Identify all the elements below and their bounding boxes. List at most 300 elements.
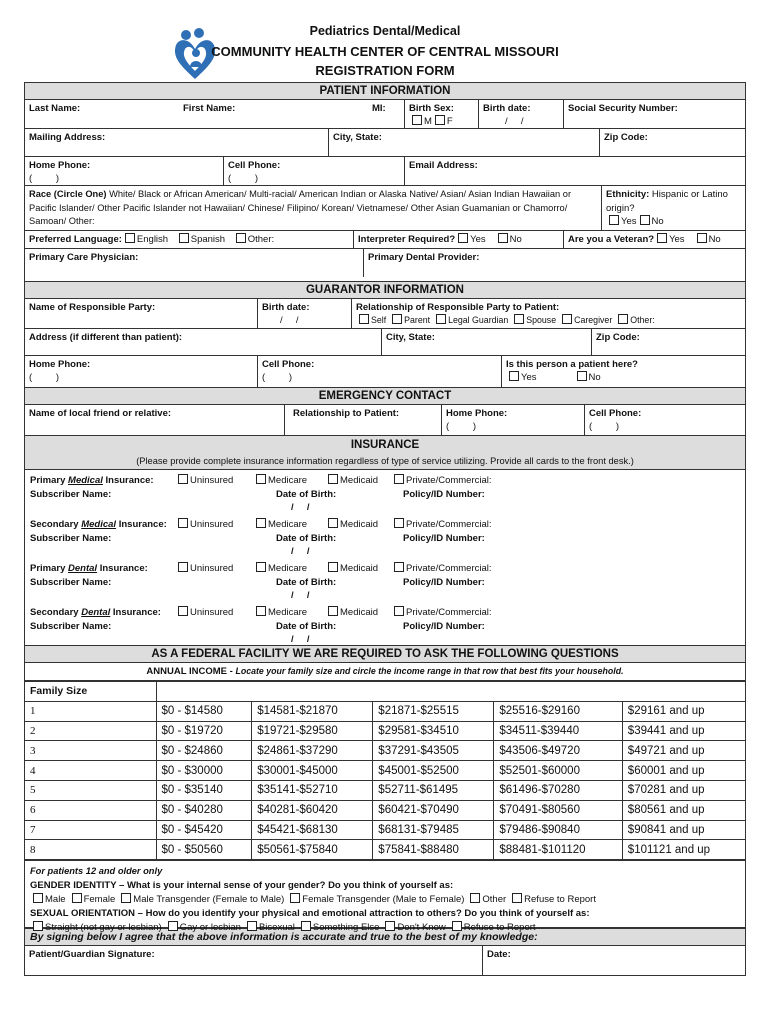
label: Secondary [30, 519, 82, 530]
private-label: Private/Commercial: [406, 475, 492, 486]
private-label: Private/Commercial: [406, 607, 492, 618]
relationship-option [615, 315, 654, 325]
date-slashes: / / [291, 546, 310, 557]
private-label: Private/Commercial: [406, 563, 492, 574]
gender-option [30, 894, 66, 905]
emergency-home-phone-field[interactable] [441, 405, 584, 435]
label: No [588, 372, 601, 383]
income-range-cell[interactable]: $60421-$70490 [373, 800, 494, 820]
responsible-party-field[interactable] [25, 299, 257, 328]
medicare-label: Medicare [268, 519, 308, 530]
label: City, State: [333, 132, 382, 143]
income-row [25, 741, 745, 761]
date-slashes: / / [280, 315, 299, 326]
birth-sex-field [404, 100, 478, 128]
label: Dental [68, 563, 98, 574]
label: Relationship to Patient: [293, 408, 400, 419]
medicare-option [253, 562, 307, 575]
last-name-field[interactable] [25, 100, 404, 128]
income-range-cell[interactable]: $19721-$29580 [252, 721, 373, 741]
date-field[interactable] [482, 946, 745, 975]
subscriber-name-label: Subscriber Name: [30, 577, 112, 588]
family-size-header: Family Size [25, 682, 156, 702]
orientation-option [382, 922, 445, 933]
gender-option [69, 894, 116, 905]
medicare-checkbox[interactable] [256, 606, 266, 616]
gender-label: Female Transgender (Male to Female) [302, 894, 465, 906]
income-range-cell[interactable]: $0 - $45420 [156, 820, 252, 840]
header-subtitle: Pediatrics Dental/Medical [309, 24, 461, 38]
uninsured-label: Uninsured [190, 563, 234, 574]
medicare-option [253, 474, 307, 487]
dental-provider-field[interactable] [363, 249, 745, 277]
uninsured-option [175, 606, 233, 619]
income-row [25, 840, 745, 860]
interpreter-no-checkbox[interactable] [498, 233, 508, 243]
guarantor-birth-date-field[interactable] [257, 299, 351, 328]
income-range-cell[interactable]: $40281-$60420 [252, 800, 373, 820]
date-of-birth-label: Date of Birth: [276, 621, 337, 632]
label: Birth Sex: [409, 103, 454, 114]
income-range-cell[interactable]: $0 - $30000 [156, 761, 252, 781]
medicare-checkbox[interactable] [256, 518, 266, 528]
race-options: White/ Black or African American/ Multi-racial/ American Indian or Alaska Native/ Asian/ Asian Indian Hawaiian or Pacific Islander/ Other Pacific Islander not Hawaiian/ Chinese/ Filipino/ Korean/ Vietnamese/ Other Asian Guamanian or Chamorro/ Samoan/ Other: [29, 189, 572, 226]
income-range-cell[interactable]: $43506-$49720 [494, 741, 622, 761]
orientation-option [30, 922, 162, 933]
gender-checkbox[interactable] [121, 893, 131, 903]
gender-checkbox[interactable] [290, 893, 300, 903]
medicare-label: Medicare [268, 607, 308, 618]
income-range-cell[interactable]: $45421-$68130 [252, 820, 373, 840]
income-range-cell[interactable]: $0 - $19720 [156, 721, 252, 741]
medicaid-checkbox[interactable] [328, 562, 338, 572]
income-range-cell[interactable]: $70281 and up [622, 780, 745, 800]
family-size-cell: 4 [25, 761, 156, 781]
label: Medical [68, 475, 103, 486]
income-range-cell[interactable]: $0 - $40280 [156, 800, 252, 820]
label: Home Phone: [29, 359, 91, 370]
income-range-cell[interactable]: $70491-$80560 [494, 800, 622, 820]
medicaid-label: Medicaid [340, 475, 379, 486]
label: Name of local friend or relative: [29, 408, 172, 419]
gender-label: Male [45, 894, 66, 906]
label: Hispanic or Latino origin? [606, 189, 728, 214]
relationship-option [433, 315, 508, 325]
uninsured-label: Uninsured [190, 519, 234, 530]
label: Other: [247, 234, 275, 245]
city-state-field[interactable] [328, 129, 599, 156]
paren: ( ) [446, 421, 477, 432]
label: Email Address: [409, 160, 478, 171]
income-range-cell[interactable]: $25516-$29160 [494, 701, 622, 721]
orientation-checkbox[interactable] [452, 921, 462, 931]
orientation-label: Something Else [312, 922, 380, 934]
policy-id-label: Policy/ID Number: [403, 621, 485, 632]
subscriber-name-label: Subscriber Name: [30, 533, 112, 544]
label: Birth date: [483, 103, 531, 114]
subscriber-name-label: Subscriber Name: [30, 489, 112, 500]
label: M [424, 116, 432, 127]
income-range-cell[interactable]: $68131-$79485 [373, 820, 494, 840]
income-range-cell[interactable]: $14581-$21870 [252, 701, 373, 721]
insurance-group [25, 518, 745, 562]
subscriber-name-label: Subscriber Name: [30, 621, 112, 632]
date-slashes: / / [291, 634, 310, 645]
gender-label: Male Transgender (Female to Male) [133, 894, 285, 906]
header-blank [156, 682, 745, 702]
label: Insurance: [110, 607, 161, 618]
relationship-field [351, 299, 745, 328]
income-range-cell[interactable]: $50561-$75840 [252, 840, 373, 860]
orientation-label: Bisexual [258, 922, 295, 934]
label: Ethnicity: [606, 189, 650, 200]
income-row [25, 721, 745, 741]
income-range-cell[interactable]: $29161 and up [622, 701, 745, 721]
uninsured-checkbox[interactable] [178, 606, 188, 616]
identity-section [25, 860, 745, 934]
orientation-checkbox[interactable] [301, 921, 311, 931]
family-size-cell: 2 [25, 721, 156, 741]
guarantor-zip-field[interactable] [591, 329, 745, 355]
private-checkbox[interactable] [394, 518, 404, 528]
age-note: For patients 12 and older only [30, 866, 163, 877]
income-range-cell[interactable]: $0 - $50560 [156, 840, 252, 860]
relationship-label: Parent [404, 315, 431, 325]
uninsured-option [175, 518, 233, 531]
relationship-label: Other: [630, 315, 655, 325]
income-row [25, 701, 745, 721]
insurance-type-label [30, 562, 148, 575]
relationship-option [356, 315, 386, 325]
ethnicity-no-checkbox[interactable] [640, 215, 650, 225]
insurance-group [25, 474, 745, 518]
relationship-option [559, 315, 612, 325]
gender-checkbox[interactable] [72, 893, 82, 903]
section-emergency-contact: EMERGENCY CONTACT [25, 387, 745, 405]
male-checkbox[interactable] [412, 115, 422, 125]
label: Cell Phone: [228, 160, 281, 171]
relationship-label: Self [371, 315, 387, 325]
is-patient-yes-checkbox[interactable] [509, 371, 519, 381]
relationship-checkbox[interactable] [392, 314, 402, 324]
email-field[interactable] [404, 157, 745, 185]
medicaid-checkbox[interactable] [328, 474, 338, 484]
label: Primary [30, 563, 69, 574]
uninsured-label: Uninsured [190, 475, 234, 486]
medicaid-checkbox[interactable] [328, 518, 338, 528]
private-option [391, 474, 492, 487]
veteran-yes-checkbox[interactable] [657, 233, 667, 243]
label: Last Name: [29, 103, 81, 114]
label: Insurance: [116, 519, 167, 530]
income-range-cell[interactable]: $52711-$61495 [373, 780, 494, 800]
income-range-cell[interactable]: $88481-$101120 [494, 840, 622, 860]
income-range-cell[interactable]: $49721 and up [622, 741, 745, 761]
date-of-birth-label: Date of Birth: [276, 489, 337, 500]
signature-field[interactable] [25, 946, 482, 975]
label: City, State: [386, 332, 435, 343]
relationship-checkbox[interactable] [359, 314, 369, 324]
guarantor-city-state-field[interactable] [381, 329, 591, 355]
label: No [651, 216, 664, 227]
uninsured-checkbox[interactable] [178, 562, 188, 572]
gender-option [287, 894, 464, 905]
paren: ( ) [228, 173, 259, 184]
label: Is this person a patient here? [506, 359, 638, 370]
income-range-cell[interactable]: $61496-$70280 [494, 780, 622, 800]
label: Cell Phone: [262, 359, 315, 370]
race-field[interactable] [25, 186, 601, 230]
medicaid-option [325, 474, 378, 487]
gender-option [467, 894, 506, 905]
date-of-birth-label: Date of Birth: [276, 577, 337, 588]
income-range-cell[interactable]: $39441 and up [622, 721, 745, 741]
uninsured-option [175, 562, 233, 575]
medicare-checkbox[interactable] [256, 562, 266, 572]
orientation-checkbox[interactable] [168, 921, 178, 931]
gender-label: Female [83, 894, 116, 906]
gender-label: Other [482, 894, 507, 906]
cell-phone-field[interactable] [223, 157, 404, 185]
medicare-label: Medicare [268, 475, 308, 486]
relationship-option [389, 315, 430, 325]
family-size-cell: 3 [25, 741, 156, 761]
label: Home Phone: [29, 160, 91, 171]
section-guarantor-information: GUARANTOR INFORMATION [25, 281, 745, 299]
form-title: REGISTRATION FORM [315, 63, 455, 78]
income-range-cell[interactable]: $37291-$43505 [373, 741, 494, 761]
label: Yes [669, 234, 685, 245]
section-federal-questions: AS A FEDERAL FACILITY WE ARE REQUIRED TO ASK THE FOLLOWING QUESTIONS [25, 645, 745, 663]
relationship-checkbox[interactable] [514, 314, 524, 324]
label: Insurance: [102, 475, 154, 486]
is-patient-no-checkbox[interactable] [577, 371, 587, 381]
income-range-cell[interactable]: $21871-$25515 [373, 701, 494, 721]
family-size-cell: 5 [25, 780, 156, 800]
gender-option [118, 894, 284, 905]
policy-id-label: Policy/ID Number: [403, 577, 485, 588]
label: English [136, 234, 169, 245]
private-option [391, 518, 492, 531]
medicaid-label: Medicaid [340, 519, 379, 530]
income-range-cell[interactable]: $101121 and up [622, 840, 745, 860]
insurance-type-label [30, 606, 161, 619]
label: Yes [521, 372, 537, 383]
label: Date: [487, 949, 511, 961]
label: Birth date: [262, 302, 310, 313]
insurance-type-label [30, 474, 154, 487]
income-range-cell[interactable]: $52501-$60000 [494, 761, 622, 781]
emergency-cell-phone-field[interactable] [584, 405, 745, 435]
gender-label: Refuse to Report [524, 894, 596, 906]
uninsured-option [175, 474, 233, 487]
uninsured-label: Uninsured [190, 607, 234, 618]
preferred-language-field [25, 231, 353, 248]
income-range-cell[interactable]: $45001-$52500 [373, 761, 494, 781]
income-range-cell[interactable]: $0 - $35140 [156, 780, 252, 800]
label: Primary Dental Provider: [368, 252, 480, 263]
label: Interpreter Required? [358, 234, 456, 245]
female-checkbox[interactable] [435, 115, 445, 125]
income-range-cell[interactable]: $60001 and up [622, 761, 745, 781]
insurance-type-label [30, 518, 167, 531]
relationship-checkbox[interactable] [436, 314, 446, 324]
label: Zip Code: [604, 132, 648, 143]
medicaid-checkbox[interactable] [328, 606, 338, 616]
income-range-cell[interactable]: $35141-$52710 [252, 780, 373, 800]
insurance-groups [25, 470, 745, 645]
family-size-cell: 8 [25, 840, 156, 860]
medicaid-option [325, 606, 378, 619]
medicare-option [253, 606, 307, 619]
annual-income-instructions [25, 663, 745, 681]
income-row [25, 761, 745, 781]
orientation-label: Refuse to Report [463, 922, 536, 934]
income-row [25, 800, 745, 820]
label: Race (Circle One) [29, 189, 107, 199]
relationship-checkbox[interactable] [562, 314, 572, 324]
private-label: Private/Commercial: [406, 519, 492, 530]
orientation-label: Don't Know [397, 922, 446, 934]
english-checkbox[interactable] [125, 233, 135, 243]
date-slashes: / / [291, 590, 310, 601]
veteran-no-checkbox[interactable] [697, 233, 707, 243]
policy-id-label: Policy/ID Number: [403, 489, 485, 500]
family-size-cell: 7 [25, 820, 156, 840]
label: Cell Phone: [589, 408, 642, 419]
private-option [391, 562, 492, 575]
policy-id-label: Policy/ID Number: [403, 533, 485, 544]
gender-checkbox[interactable] [512, 893, 522, 903]
guarantor-address-field[interactable] [25, 329, 381, 355]
income-range-cell[interactable]: $30001-$45000 [252, 761, 373, 781]
orientation-question: SEXUAL ORIENTATION – How do you identify your physical and emotional attraction to others? Do you think of yourself as: [30, 908, 590, 920]
label: ANNUAL INCOME - [146, 666, 236, 677]
interpreter-yes-checkbox[interactable] [458, 233, 468, 243]
insurance-group [25, 562, 745, 606]
orientation-label: Straight (not gay or lesbian) [45, 922, 162, 934]
orientation-checkbox[interactable] [33, 921, 43, 931]
label: Name of Responsible Party: [29, 302, 156, 313]
ethnicity-field [601, 186, 745, 230]
mi-label: MI: [372, 103, 386, 114]
income-table [25, 681, 745, 860]
income-range-cell[interactable]: $34511-$39440 [494, 721, 622, 741]
income-range-cell[interactable]: $79486-$90840 [494, 820, 622, 840]
income-range-cell[interactable]: $80561 and up [622, 800, 745, 820]
signature-agreement: By signing below I agree that the above information is accurate and true to the best of my knowledge: [25, 928, 745, 946]
interpreter-field [353, 231, 563, 248]
orientation-option [165, 922, 241, 933]
label: No [708, 234, 721, 245]
medicare-label: Medicare [268, 563, 308, 574]
label: Primary Care Physician: [29, 252, 139, 263]
orientation-option [244, 922, 295, 933]
paren: ( ) [29, 372, 60, 383]
insurance-note: (Please provide complete insurance information regardless of type of service utilizing. Provide all cards to the front desk.) [25, 454, 745, 470]
label: Social Security Number: [568, 103, 678, 114]
zip-code-field[interactable] [599, 129, 745, 156]
private-checkbox[interactable] [394, 474, 404, 484]
label: Secondary [30, 607, 82, 618]
private-checkbox[interactable] [394, 606, 404, 616]
label: Address (if different than patient): [29, 332, 183, 343]
guarantor-home-phone-field[interactable] [25, 356, 257, 387]
uninsured-checkbox[interactable] [178, 474, 188, 484]
relationship-option [511, 315, 556, 325]
relationship-label: Caregiver [574, 315, 613, 325]
orientation-checkbox[interactable] [385, 921, 395, 931]
orientation-checkbox[interactable] [247, 921, 257, 931]
spanish-checkbox[interactable] [179, 233, 189, 243]
medicare-checkbox[interactable] [256, 474, 266, 484]
label: Preferred Language: [29, 234, 122, 245]
medicaid-label: Medicaid [340, 607, 379, 618]
income-range-cell[interactable]: $75841-$88480 [373, 840, 494, 860]
label: Primary [30, 475, 69, 486]
label: Dental [81, 607, 111, 618]
income-range-cell[interactable]: $0 - $14580 [156, 701, 252, 721]
label: Insurance: [97, 563, 148, 574]
home-phone-field[interactable] [25, 157, 223, 185]
guarantor-cell-phone-field[interactable] [257, 356, 501, 387]
gender-question: GENDER IDENTITY – What is your internal sense of your gender? Do you think of yourself as: [30, 880, 454, 892]
orientation-label: Gay or lesbian [179, 922, 241, 934]
organization-name: COMMUNITY HEALTH CENTER OF CENTRAL MISSOURI [211, 44, 559, 59]
uninsured-checkbox[interactable] [178, 518, 188, 528]
section-patient-information: PATIENT INFORMATION [25, 82, 745, 100]
private-checkbox[interactable] [394, 562, 404, 572]
family-size-cell: 6 [25, 800, 156, 820]
section-insurance: INSURANCE [25, 435, 745, 454]
ethnicity-yes-checkbox[interactable] [609, 215, 619, 225]
label: Locate your family size and circle the income range in that row that best fits your household. [235, 666, 624, 676]
orientation-option [449, 922, 536, 933]
income-range-cell[interactable]: $29581-$34510 [373, 721, 494, 741]
gender-checkbox[interactable] [470, 893, 480, 903]
income-range-cell[interactable]: $0 - $24860 [156, 741, 252, 761]
label: Mailing Address: [29, 132, 106, 143]
emergency-name-field[interactable] [25, 405, 284, 435]
paren: ( ) [29, 173, 60, 184]
gender-checkbox[interactable] [33, 893, 43, 903]
pcp-field[interactable] [25, 249, 363, 277]
paren: ( ) [262, 372, 293, 383]
mailing-address-field[interactable] [25, 129, 328, 156]
gender-option [509, 894, 596, 905]
income-row [25, 780, 745, 800]
relationship-checkbox[interactable] [618, 314, 628, 324]
relationship-label: Spouse [526, 315, 557, 325]
relationship-label: Legal Guardian [448, 315, 509, 325]
emergency-relationship-field[interactable] [284, 405, 441, 435]
income-row [25, 820, 745, 840]
ssn-field[interactable] [563, 100, 745, 128]
family-size-cell: 1 [25, 701, 156, 721]
label: Yes [621, 216, 637, 227]
birth-date-field[interactable] [478, 100, 563, 128]
paren: ( ) [589, 421, 620, 432]
label: No [509, 234, 522, 245]
label: Relationship of Responsible Party to Patient: [356, 302, 560, 313]
label: Yes [470, 234, 486, 245]
other-language-checkbox[interactable] [236, 233, 246, 243]
label: Spanish [190, 234, 226, 245]
medicaid-option [325, 562, 378, 575]
income-range-cell[interactable]: $24861-$37290 [252, 741, 373, 761]
registration-form [24, 82, 746, 976]
income-range-cell[interactable]: $90841 and up [622, 820, 745, 840]
